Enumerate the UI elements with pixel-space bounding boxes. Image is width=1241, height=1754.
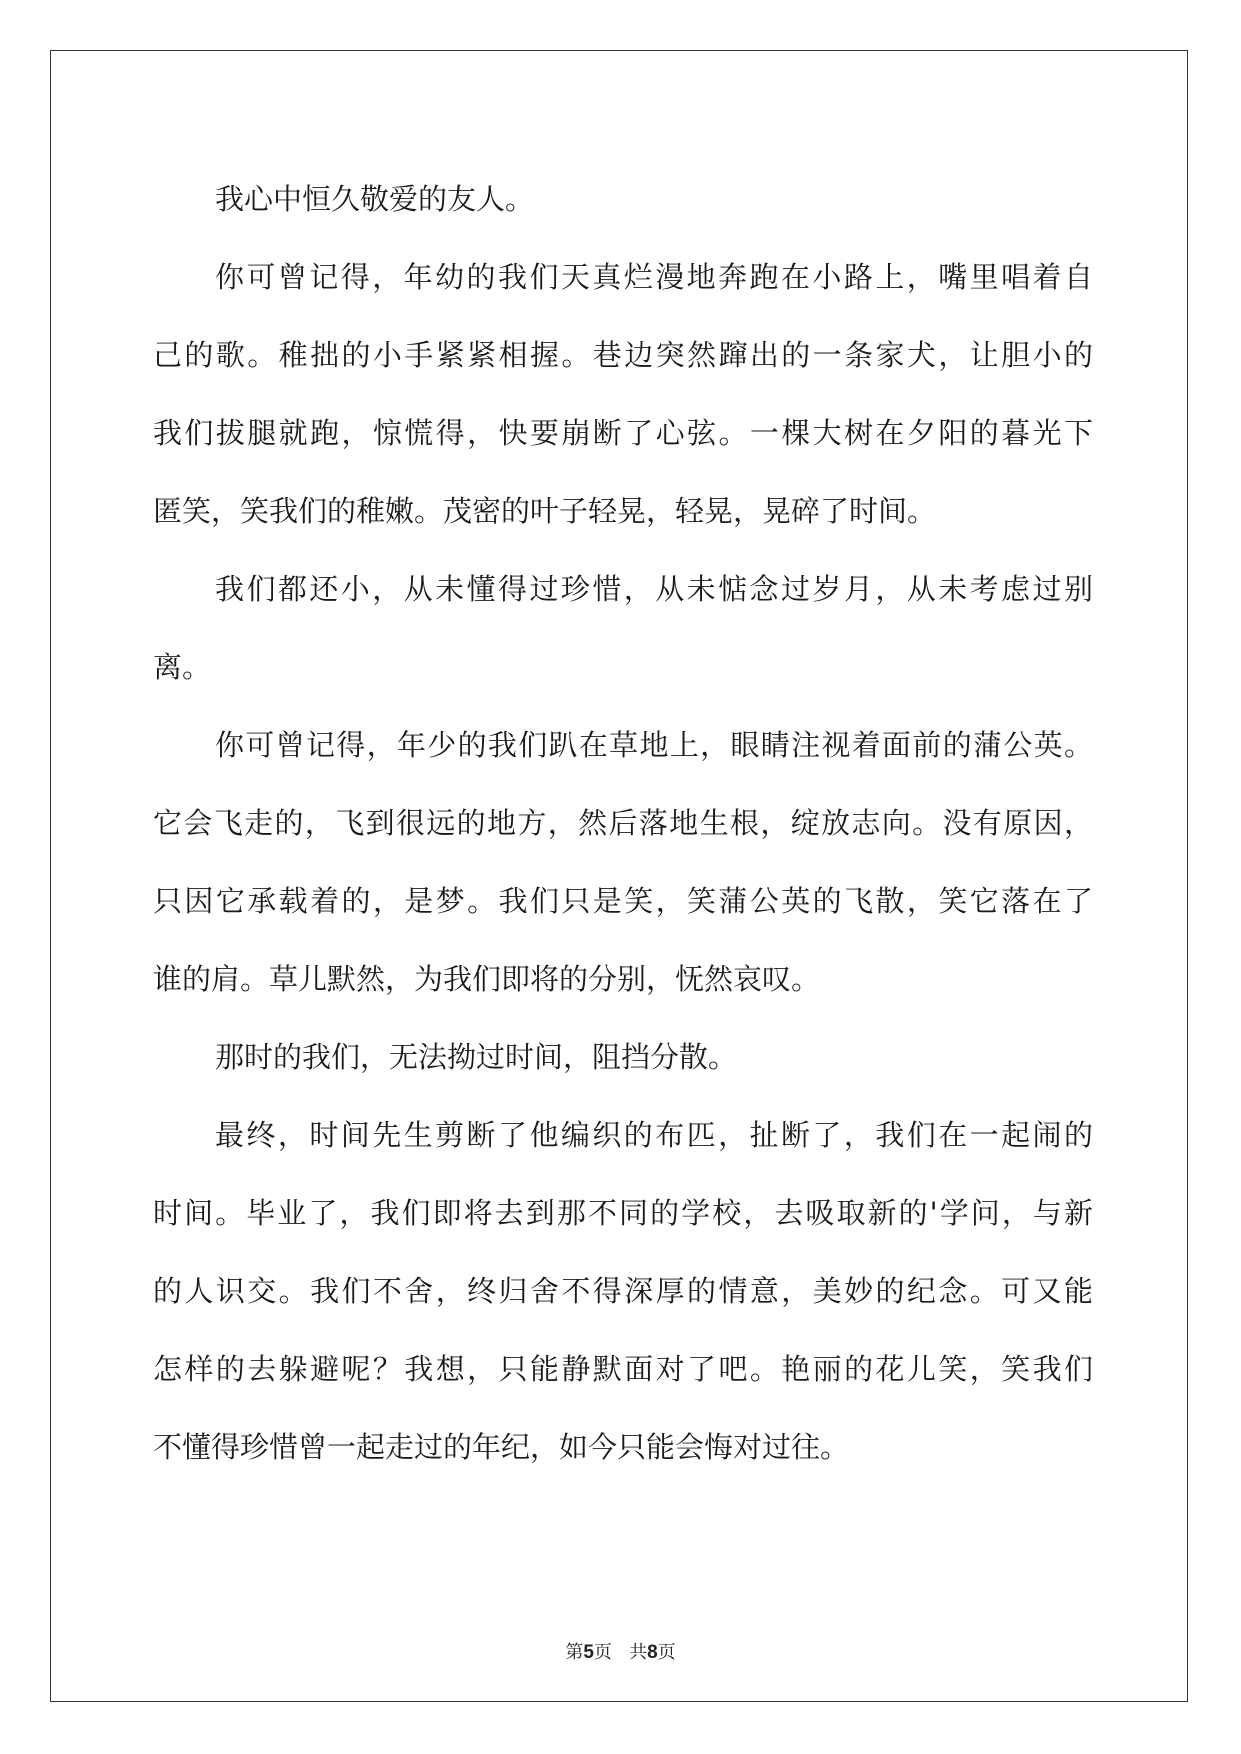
text-line: 最终，时间先生剪断了他编织的布匹，扯断了，我们在一起闹的 (215, 1118, 1093, 1152)
text-line: 怎样的去躲避呢？我想，只能静默面对了吧。艳丽的花儿笑，笑我们 (153, 1352, 1093, 1386)
page-footer (0, 1638, 1241, 1664)
footer-suffix: 页 (657, 1642, 676, 1663)
text-line: 己的歌。稚拙的小手紧紧相握。巷边突然蹿出的一条家犬，让胆小的 (153, 338, 1093, 372)
text-line: 时间。毕业了，我们即将去到那不同的学校，去吸取新的'学问，与新 (153, 1196, 1093, 1230)
text-line: 离。 (153, 650, 212, 684)
footer-middle: 页 共 (593, 1642, 648, 1663)
document-body (153, 160, 1093, 1486)
text-line: 我心中恒久敬爱的友人。 (215, 182, 535, 216)
text-line: 谁的肩。草儿默然，为我们即将的分别，怃然哀叹。 (153, 962, 821, 996)
text-line: 它会飞走的，飞到很远的地方，然后落地生根，绽放志向。没有原因， (153, 806, 1093, 840)
text-line: 我们都还小，从未懂得过珍惜，从未惦念过岁月，从未考虑过别 (215, 572, 1093, 606)
text-line: 匿笑，笑我们的稚嫩。茂密的叶子轻晃，轻晃，晃碎了时间。 (153, 494, 937, 528)
text-line: 我们拔腿就跑，惊慌得，快要崩断了心弦。一棵大树在夕阳的暮光下 (153, 416, 1093, 450)
text-line: 你可曾记得，年幼的我们天真烂漫地奔跑在小路上，嘴里唱着自 (215, 260, 1093, 294)
current-page-number: 5 (583, 1642, 594, 1663)
text-line: 只因它承载着的，是梦。我们只是笑，笑蒲公英的飞散，笑它落在了 (153, 884, 1093, 918)
text-line: 那时的我们，无法拗过时间，阻挡分散。 (215, 1040, 738, 1074)
footer-prefix: 第 (565, 1642, 584, 1663)
total-page-number: 8 (647, 1642, 658, 1663)
text-line: 你可曾记得，年少的我们趴在草地上，眼睛注视着面前的蒲公英。 (215, 728, 1093, 762)
text-line: 不懂得珍惜曾一起走过的年纪，如今只能会悔对过往。 (153, 1430, 850, 1464)
text-line: 的人识交。我们不舍，终归舍不得深厚的情意，美妙的纪念。可又能 (153, 1274, 1093, 1308)
